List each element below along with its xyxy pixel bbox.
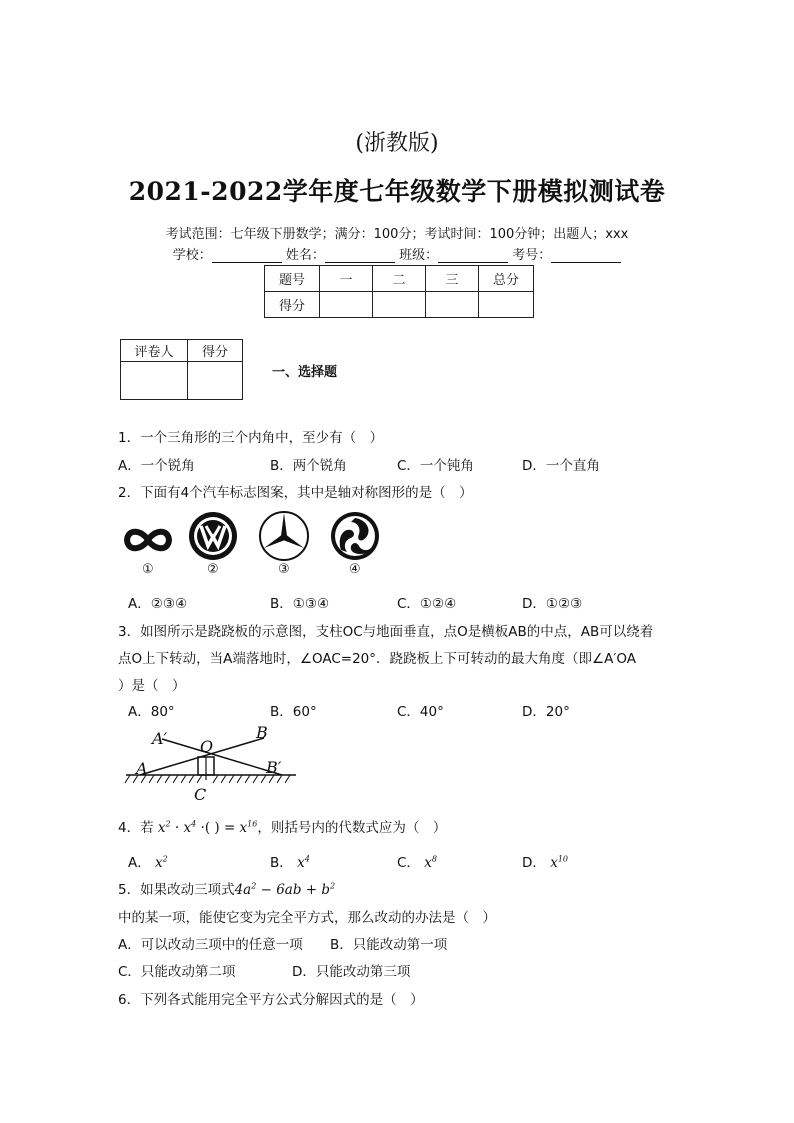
exam-info: 考试范围：七年级下册数学；满分：100分；考试时间：100分钟；出题人；xxx — [165, 227, 629, 242]
number-label: 考号： — [512, 248, 552, 263]
q2-option-d: D．①②③ — [522, 596, 583, 612]
name-label: 姓名： — [285, 248, 325, 263]
edition-label: (浙教版) — [355, 131, 439, 156]
school-label: 学校： — [172, 248, 212, 263]
class-blank — [438, 248, 508, 263]
q1-option-a: A．一个锐角 — [118, 458, 195, 474]
label-b: B — [256, 723, 268, 742]
q2-stem: 2．下面有4个汽车标志图案，其中是轴对称图形的是（ ） — [118, 485, 473, 501]
grader-header: 得分 — [188, 340, 243, 362]
section-title: 一、选择题 — [272, 365, 338, 380]
logo-label: ③ — [278, 562, 290, 577]
score-header: 二 — [373, 266, 426, 292]
q1-option-b: B．两个锐角 — [270, 458, 347, 474]
vw-logo-icon — [187, 510, 239, 562]
grader-table — [120, 339, 243, 400]
three-point-star-logo-icon — [258, 510, 310, 562]
logo-label: ④ — [349, 562, 361, 577]
q4-prefix: 4．若 — [118, 820, 154, 836]
student-fields — [0, 244, 794, 263]
q4-exponent: 16 — [247, 819, 258, 829]
swirl-logo-icon — [329, 510, 381, 562]
score-header: 一 — [320, 266, 373, 292]
q5-stem-line2: 中的某一项，能使它变为完全平方式，那么改动的办法是（ ） — [118, 910, 496, 926]
name-blank — [325, 248, 395, 263]
q5-option-b: B．只能改动第一项 — [330, 937, 448, 953]
grader-header: 评卷人 — [121, 340, 188, 362]
q6-stem: 6．下列各式能用完全平方公式分解因式的是（ ） — [118, 992, 424, 1008]
q4-equals: = — [223, 820, 236, 836]
q5-option-a: A．可以改动三项中的任意一项 — [118, 937, 303, 953]
grader-cell — [188, 362, 243, 400]
label-c: C — [194, 785, 207, 804]
q4-dot: · — [174, 820, 180, 836]
score-cell — [426, 292, 479, 318]
score-header: 题号 — [265, 266, 320, 292]
q4-option-d: D． $x^{10}$ — [522, 854, 569, 871]
q5-option-c: C．只能改动第二项 — [118, 964, 236, 980]
q4-option-a: A． $x^2$ — [128, 854, 168, 871]
score-header: 三 — [426, 266, 479, 292]
label-a-prime: A′ — [152, 729, 168, 748]
logo-label: ① — [142, 562, 154, 577]
q3-stem-line2: 点O上下转动，当A端落地时，∠OAC=20°．跷跷板上下可转动的最大角度（即∠A′OA — [118, 651, 637, 667]
score-table — [264, 265, 534, 318]
q2-option-c: C．①②④ — [397, 596, 457, 612]
q2-option-a: A．②③④ — [128, 596, 188, 612]
logo-label: ② — [207, 562, 219, 577]
q4-exponent: 4 — [191, 819, 197, 829]
q3-stem-line1: 3．如图所示是跷跷板的示意图，支柱OC与地面垂直，点O是横板AB的中点，AB可以绕着 — [118, 624, 654, 640]
q4-option-b: B． $x^4$ — [270, 854, 310, 871]
q2-option-b: B．①③④ — [270, 596, 330, 612]
q4-paren: ( ) — [204, 820, 220, 836]
q3-option-a: A．80° — [128, 704, 175, 720]
score-header: 总分 — [479, 266, 534, 292]
q4-exponent: 2 — [165, 819, 171, 829]
score-row-label: 得分 — [265, 292, 320, 318]
q5-prefix: 5．如果改动三项式 — [118, 882, 235, 898]
label-b-prime: B′ — [266, 758, 282, 777]
q4-base: x — [239, 820, 248, 836]
q3-option-b: B．60° — [270, 704, 317, 720]
q4-option-c: C． $x^8$ — [397, 854, 437, 871]
score-cell — [320, 292, 373, 318]
q4-stem — [118, 816, 446, 836]
q3-option-d: D．20° — [522, 704, 570, 720]
score-cell — [373, 292, 426, 318]
q5-trinomial: $4a^2 - 6ab + b^2$ — [234, 881, 336, 898]
q3-stem-line3: ）是（ ） — [118, 678, 186, 694]
q4-dot: · — [200, 820, 205, 836]
q4-base: x — [183, 820, 192, 836]
q4-base: x — [157, 820, 166, 836]
number-blank — [551, 248, 621, 263]
q1-option-c: C．一个钝角 — [397, 458, 474, 474]
q4-expression — [158, 820, 257, 836]
score-cell — [479, 292, 534, 318]
infinity-logo-icon — [122, 526, 174, 554]
school-blank — [212, 248, 282, 263]
q4-suffix: ，则括号内的代数式应为（ ） — [257, 820, 447, 836]
q5-option-d: D．只能改动第三项 — [292, 964, 411, 980]
q3-option-c: C．40° — [397, 704, 444, 720]
q1-option-d: D．一个直角 — [522, 458, 600, 474]
q1-stem: 1．一个三角形的三个内角中，至少有（ ） — [118, 430, 384, 446]
exam-title: 2021-2022学年度七年级数学下册模拟测试卷 — [128, 177, 666, 206]
label-o: O — [200, 737, 214, 756]
grader-cell — [121, 362, 188, 400]
class-label: 班级： — [399, 248, 439, 263]
seesaw-figure — [118, 722, 308, 804]
q5-stem — [118, 878, 335, 898]
label-a: A — [136, 759, 148, 778]
